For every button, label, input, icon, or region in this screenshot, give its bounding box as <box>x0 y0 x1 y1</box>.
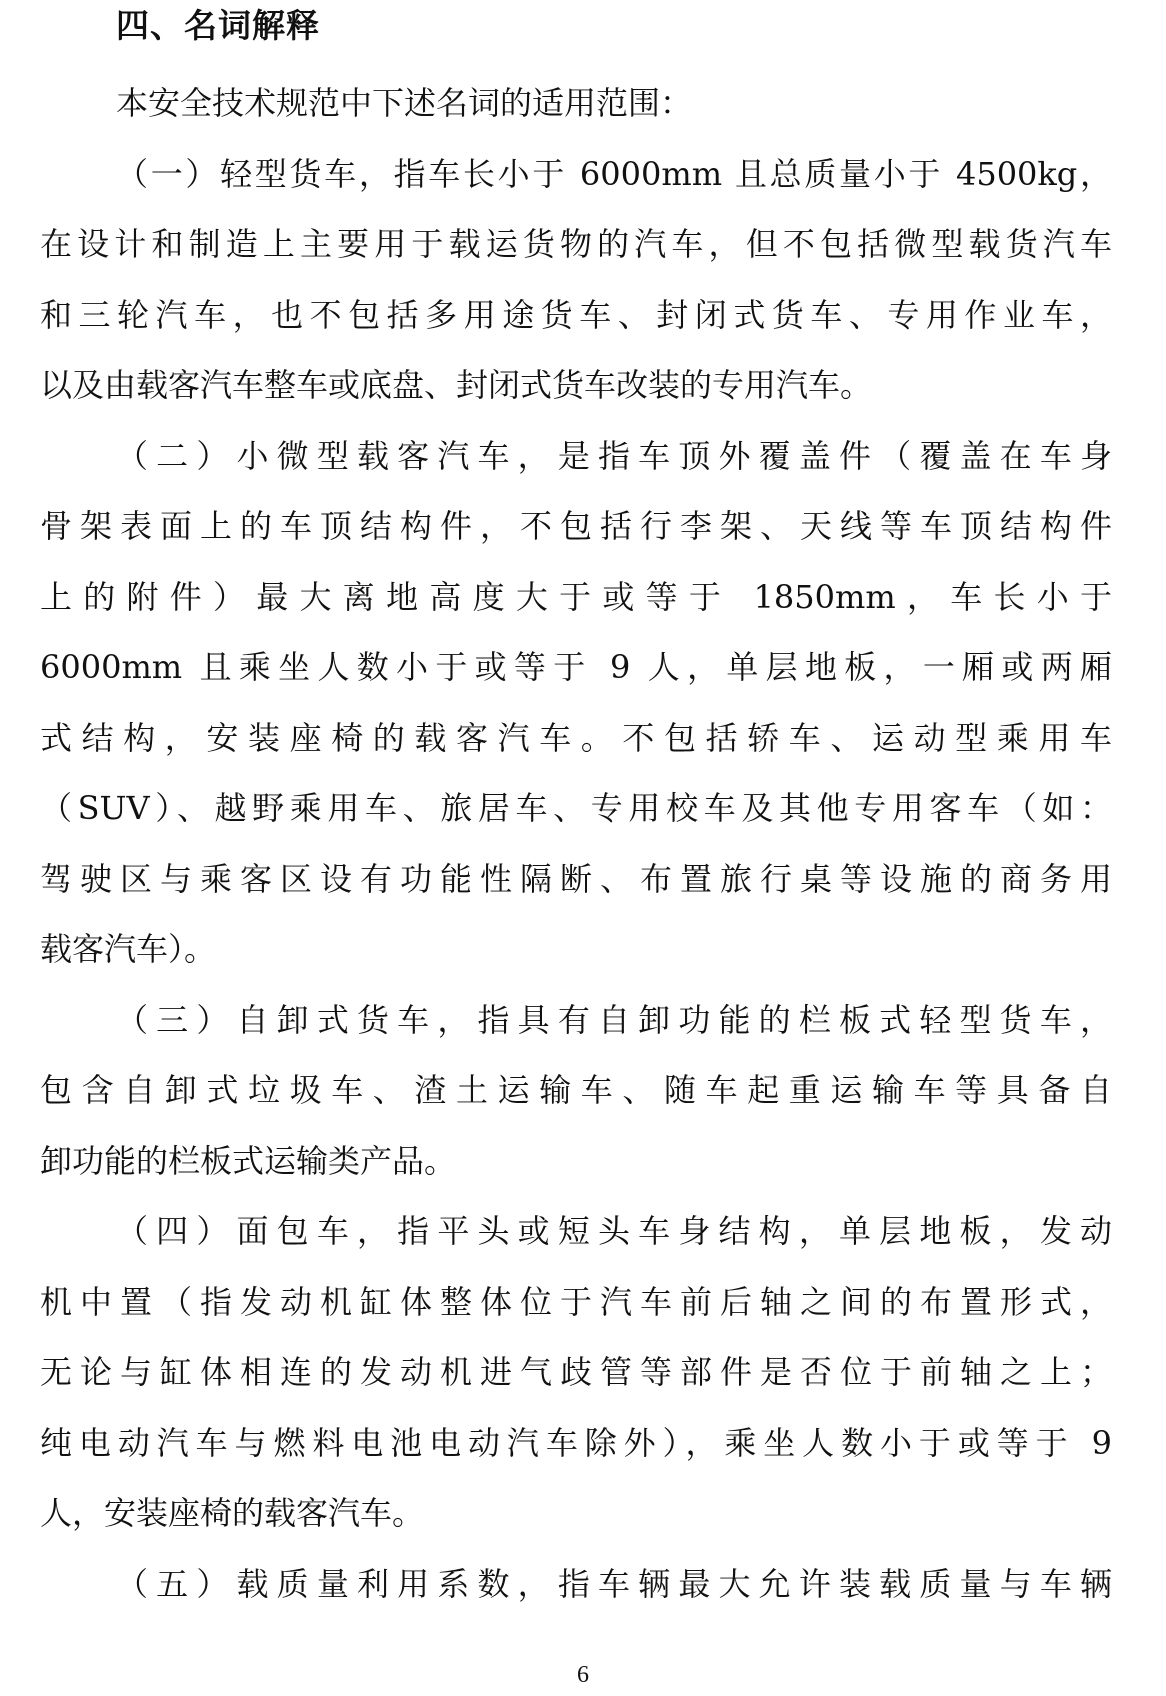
text-line: （一）轻型货车，指车长小于 6000mm 且总质量小于 4500kg， <box>116 154 1112 193</box>
text-line: 机中置（指发动机缸体整体位于汽车前后轴之间的布置形式， <box>40 1282 1112 1321</box>
text-line: 本安全技术规范中下述名词的适用范围： <box>116 84 693 122</box>
text-line: 驾驶区与乘客区设有功能性隔断、布置旅行桌等设施的商务用 <box>40 859 1112 898</box>
text-line: （四）面包车，指平头或短头车身结构，单层地板，发动 <box>116 1212 1112 1250</box>
text-line: 纯电动汽车与燃料电池电动汽车除外），乘坐人数小于或等于 9 <box>40 1423 1112 1462</box>
text-line: 在设计和制造上主要用于载运货物的汽车，但不包括微型载货汽车 <box>40 225 1112 263</box>
text-line: 卸功能的栏板式运输类产品。 <box>40 1141 457 1180</box>
text-line: 6000mm 且乘坐人数小于或等于 9 人，单层地板，一厢或两厢 <box>40 648 1112 686</box>
section-heading: 四、名词解释 <box>116 6 320 45</box>
text-line: （五）载质量利用系数，指车辆最大允许装载质量与车辆 <box>116 1564 1112 1603</box>
text-line: 以及由载客汽车整车或底盘、封闭式货车改装的专用汽车。 <box>40 366 873 404</box>
text-line: 骨架表面上的车顶结构件，不包括行李架、天线等车顶结构件 <box>40 507 1112 545</box>
text-line: 上的附件）最大离地高度大于或等于 1850mm，车长小于 <box>40 577 1112 616</box>
text-line: 包含自卸式垃圾车、渣土运输车、随车起重运输车等具备自 <box>40 1071 1112 1109</box>
text-line: 载客汽车）。 <box>40 930 217 968</box>
text-line: （三）自卸式货车，指具有自卸功能的栏板式轻型货车， <box>116 1000 1112 1039</box>
text-line: 无论与缸体相连的发动机进气歧管等部件是否位于前轴之上； <box>40 1353 1112 1391</box>
text-line: 和三轮汽车，也不包括多用途货车、封闭式货车、专用作业车， <box>40 295 1112 334</box>
text-line: 式结构，安装座椅的载客汽车。不包括轿车、运动型乘用车 <box>40 718 1112 757</box>
page-number: 6 <box>577 1662 589 1688</box>
text-line: 人，安装座椅的载客汽车。 <box>40 1494 425 1532</box>
body-text <box>40 68 1112 1619</box>
text-line: （SUV）、越野乘用车、旅居车、专用校车及其他专用客车（如： <box>40 789 1112 827</box>
text-line: （二）小微型载客汽车，是指车顶外覆盖件（覆盖在车身 <box>116 436 1112 475</box>
